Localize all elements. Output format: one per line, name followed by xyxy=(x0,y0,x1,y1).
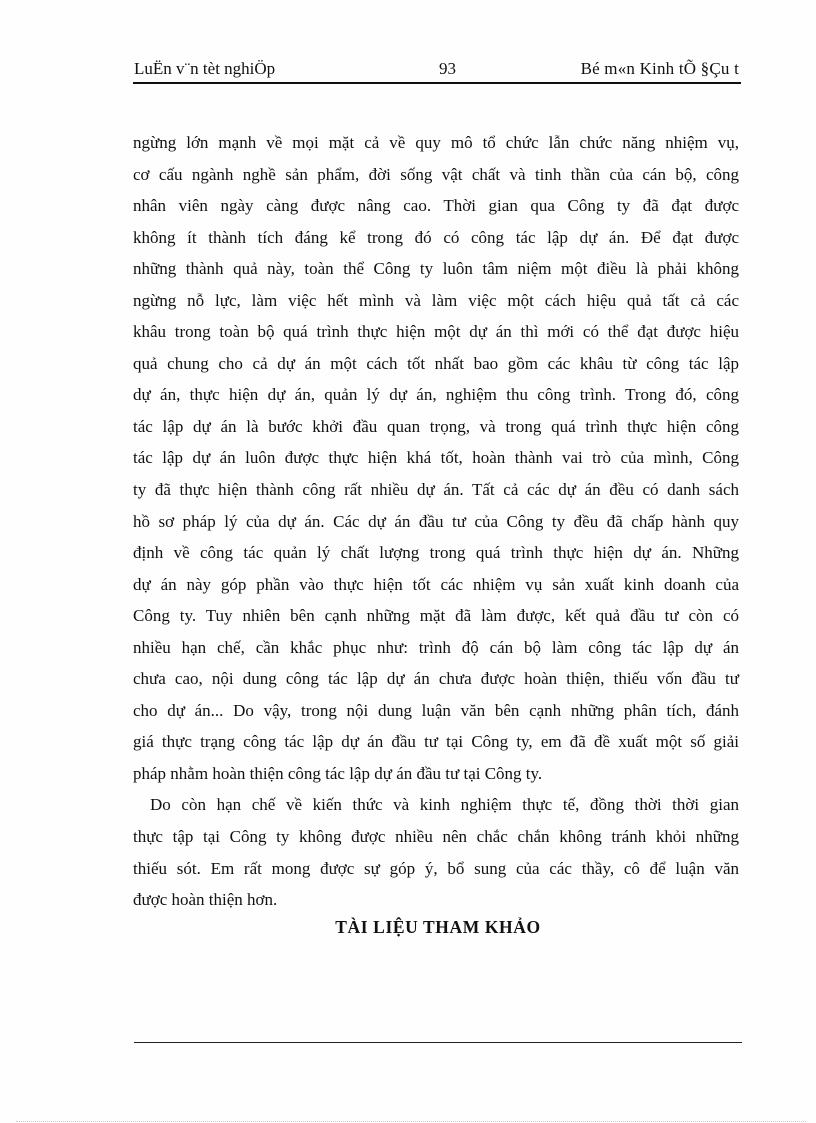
text-line: hồ sơ pháp lý của dự án. Các dự án đầu tư của Công ty đều đã chấp hành quy xyxy=(133,511,739,531)
text-line: Do còn hạn chế về kiến thức và kinh nghiệm thực tế, đồng thời thời gian xyxy=(150,795,739,815)
page-number: 93 xyxy=(439,59,456,78)
text-line: dự án này góp phần vào thực hiện tốt các nhiệm vụ sản xuất kinh doanh của xyxy=(133,574,739,594)
text-line: những thành quả này, toàn thể Công ty luôn tâm niệm một điều là phải không xyxy=(133,259,739,279)
text-line: cho dự án... Do vậy, trong nội dung luận văn bên cạnh những phân tích, đánh xyxy=(133,700,739,720)
text-line: khâu trong toàn bộ quá trình thực hiện một dự án thì mới có thể đạt được hiệu xyxy=(133,322,739,342)
text-line: Công ty. Tuy nhiên bên cạnh những mặt đã làm được, kết quả đầu tư còn có xyxy=(133,606,739,626)
paragraph-acknowledgement xyxy=(133,793,739,919)
text-line: chưa cao, nội dung công tác lập dự án chưa được hoàn thiện, thiếu vốn đầu tư xyxy=(133,669,739,689)
text-line: định về công tác quản lý chất lượng trong quá trình thực hiện dự án. Những xyxy=(133,543,739,563)
text-line: quả chung cho cả dự án một cách tốt nhất bao gồm các khâu từ công tác lập xyxy=(133,353,739,373)
text-line: pháp nhằm hoàn thiện công tác lập dự án đầu tư tại Công ty. xyxy=(133,763,543,783)
text-line: ngừng nỗ lực, làm việc hết mình và làm việc một cách hiệu quả tất cả các xyxy=(133,290,739,310)
header-thesis-title: LuËn v¨n tèt nghiÖp xyxy=(134,59,276,78)
text-line: không ít thành tích đáng kể trong đó có công tác lập dự án. Để đạt được xyxy=(133,227,739,247)
text-line: ty đã thực hiện thành công rất nhiều dự án. Tất cả các dự án đều có danh sách xyxy=(133,480,739,500)
text-line: dự án, thực hiện dự án, quản lý dự án, nghiệm thu công trình. Trong đó, công xyxy=(133,385,739,405)
footer-rule xyxy=(134,1042,742,1043)
page-header xyxy=(133,58,741,84)
body-text xyxy=(133,131,739,920)
text-line: giá thực trạng công tác lập dự án đầu tư tại Công ty, em đã đề xuất một số giải xyxy=(133,732,739,752)
text-line: thiếu sót. Em rất mong được sự góp ý, bổ sung của các thầy, cô để luận văn xyxy=(133,858,739,878)
header-department: Bé m«n Kinh tÕ §Çu t xyxy=(580,59,739,78)
text-line: ngừng lớn mạnh về mọi mặt cả về quy mô tổ chức lẫn chức năng nhiệm vụ, xyxy=(133,133,739,152)
text-line: tác lập dự án là bước khởi đầu quan trọng, và trong quá trình thực hiện công xyxy=(133,416,739,436)
text-line: cơ cấu ngành nghề sản phẩm, đời sống vật chất và tinh thần của cán bộ, công xyxy=(133,164,739,184)
text-line: tác lập dự án luôn được thực hiện khá tốt, hoàn thành vai trò của mình, Công xyxy=(133,448,739,468)
text-line: thực tập tại Công ty không được nhiều nên chắc chắn không tránh khỏi những xyxy=(133,827,739,847)
text-line: nhiều hạn chế, cần khắc phục như: trình độ cán bộ làm công tác lập dự án xyxy=(133,637,739,657)
paragraph-conclusion xyxy=(133,131,739,793)
text-line: nhân viên ngày càng được nâng cao. Thời gian qua Công ty đã đạt được xyxy=(133,196,739,216)
text-line: được hoàn thiện hơn. xyxy=(133,890,278,910)
page-break-marker xyxy=(16,1121,806,1122)
references-heading: TÀI LIỆU THAM KHẢO xyxy=(335,917,541,937)
